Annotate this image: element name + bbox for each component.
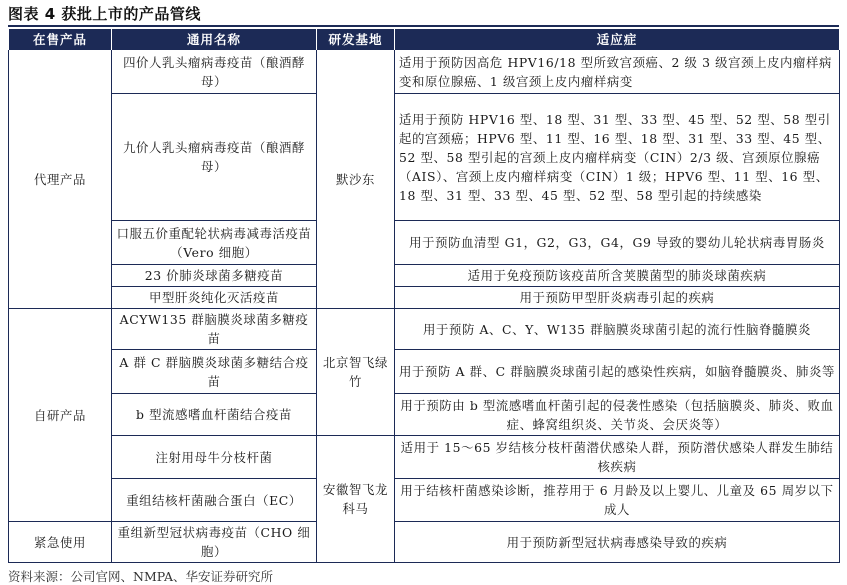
indication: 用于预防由 b 型流感嗜血杆菌引起的侵袭性感染（包括脑膜炎、肺炎、败血症、蜂窝组织炎、关节炎、会厌炎等） <box>395 394 840 436</box>
table-row <box>9 522 840 563</box>
header-category: 在售产品 <box>9 29 112 50</box>
table-row <box>9 394 840 436</box>
table-row <box>9 265 840 287</box>
product-name: 重组新型冠状病毒疫苗（CHO 细胞） <box>112 522 317 563</box>
product-name: 23 价肺炎球菌多糖疫苗 <box>112 265 317 287</box>
table-row <box>9 94 840 221</box>
product-name: b 型流感嗜血杆菌结合疫苗 <box>112 394 317 436</box>
header-row <box>9 29 840 50</box>
source-note: 资料来源：公司官网、NMPA、华安证券研究所 <box>8 569 274 584</box>
product-name: 重组结核杆菌融合蛋白（EC） <box>112 479 317 522</box>
product-pipeline-table <box>8 29 840 563</box>
product-name: 口服五价重配轮状病毒减毒活疫苗（Vero 细胞） <box>112 221 317 265</box>
indication: 适用于预防因高危 HPV16/18 型所致宫颈癌、2 级 3 级宫颈上皮内瘤样病变和原位腺癌、1 级宫颈上皮内瘤样病变 <box>395 50 840 94</box>
base-cell-msd: 默沙东 <box>317 50 395 309</box>
figure-title: 图表 4 获批上市的产品管线 <box>8 5 201 23</box>
table-row <box>9 287 840 309</box>
product-name: ACYW135 群脑膜炎球菌多糖疫苗 <box>112 309 317 350</box>
product-name: 注射用母牛分枝杆菌 <box>112 436 317 479</box>
table-row <box>9 436 840 479</box>
indication: 用于预防甲型肝炎病毒引起的疾病 <box>395 287 840 309</box>
category-cell-agency: 代理产品 <box>9 50 112 309</box>
title-rule <box>8 25 839 27</box>
product-name: 九价人乳头瘤病毒疫苗（酿酒酵母） <box>112 94 317 221</box>
indication: 适用于预防 HPV16 型、18 型、31 型、33 型、45 型、52 型、58 型引起的宫颈癌；HPV6 型、11 型、16 型、18 型、31 型、33 型、45 型、52 型、58 型引起的宫颈上皮内瘤样病变（CIN）2/3 级、宫颈原位腺癌（AIS）、宫颈上皮内瘤样病变（CIN）1 级；HPV6 型、11 型、16 型、18 型、31 型、33 型、45 型、52 型、58 型引起的持续感染 <box>395 94 840 221</box>
indication: 用于预防新型冠状病毒感染导致的疾病 <box>395 522 840 563</box>
base-cell-beijing: 北京智飞绿竹 <box>317 309 395 436</box>
product-name: A 群 C 群脑膜炎球菌多糖结合疫苗 <box>112 350 317 394</box>
indication: 适用于免疫预防该疫苗所含荚膜菌型的肺炎球菌疾病 <box>395 265 840 287</box>
product-name: 四价人乳头瘤病毒疫苗（酿酒酵母） <box>112 50 317 94</box>
indication: 适用于 15～65 岁结核分枝杆菌潜伏感染人群，预防潜伏感染人群发生肺结核疾病 <box>395 436 840 479</box>
indication: 用于预防 A 群、C 群脑膜炎球菌引起的感染性疾病，如脑脊髓膜炎、肺炎等 <box>395 350 840 394</box>
header-indication: 适应症 <box>395 29 840 50</box>
header-generic-name: 通用名称 <box>112 29 317 50</box>
table-row <box>9 221 840 265</box>
table-row <box>9 50 840 94</box>
table-row <box>9 309 840 350</box>
indication: 用于预防血清型 G1，G2，G3，G4，G9 导致的婴幼儿轮状病毒胃肠炎 <box>395 221 840 265</box>
table-row <box>9 479 840 522</box>
base-cell-anhui: 安徽智飞龙科马 <box>317 436 395 563</box>
indication: 用于结核杆菌感染诊断，推荐用于 6 月龄及以上婴儿、儿童及 65 周岁以下成人 <box>395 479 840 522</box>
category-cell-emergency: 紧急使用 <box>9 522 112 563</box>
category-cell-own: 自研产品 <box>9 309 112 522</box>
table-row <box>9 350 840 394</box>
indication: 用于预防 A、C、Y、W135 群脑膜炎球菌引起的流行性脑脊髓膜炎 <box>395 309 840 350</box>
header-rd-base: 研发基地 <box>317 29 395 50</box>
product-name: 甲型肝炎纯化灭活疫苗 <box>112 287 317 309</box>
